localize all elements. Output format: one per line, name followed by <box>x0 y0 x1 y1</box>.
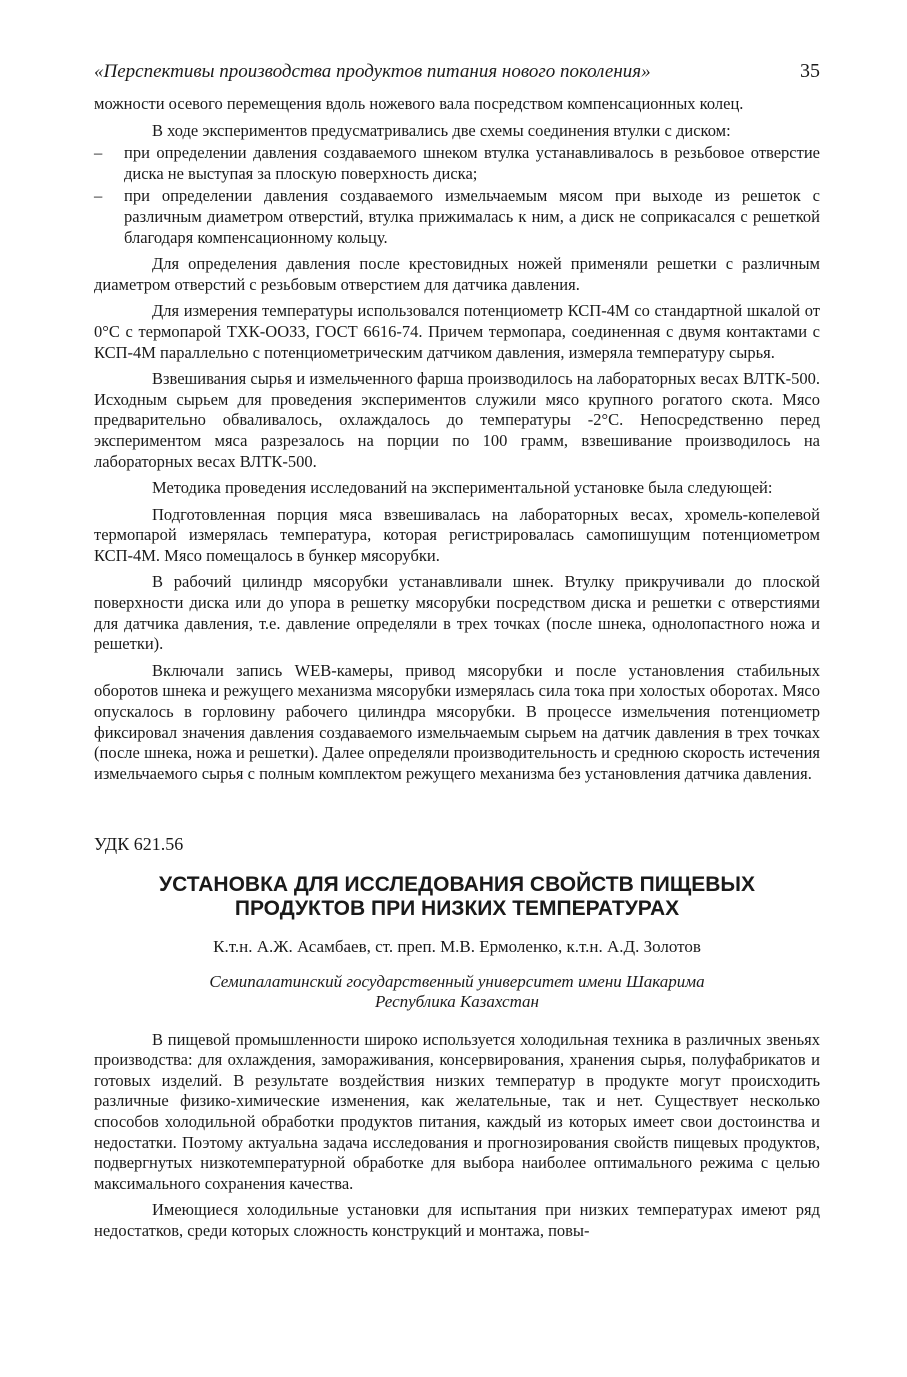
udk-code: УДК 621.56 <box>94 834 184 855</box>
paragraph-temperature: Для измерения температуры использовался потенциометр КСП-4М со стандартной шкалой от 0°С с термопарой ТХК-ООЗЗ, ГОСТ 6616-74. Причем термопара, соединенная с двумя контактами с КСП-4М параллельно с потенциометрическим датчиком давления, измеряла температуру сырья. <box>94 301 820 362</box>
paragraph-article-intro: В пищевой промышленности широко используется холодильная техника в различных звеньях производства: для охлаждения, замораживания, консервирования, хранения сырья, полуфабрикатов и готовых изделий. В результате воздействия низких температур в продукте могут происходить различные физико-химические изменения, как желательные, так и нет. Существует несколько способов холодильной обработки продуктов питания, каждый из которых имеет свои достоинства и недостатки. Поэтому актуальна задача исследования и прогнозирования свойств пищевых продуктов, подвергнутых низкотемпературной обработке для выбора наиболее оптимального режима с целью максимального сохранения качества. <box>94 1029 820 1193</box>
running-header <box>94 60 820 83</box>
affiliation-line: Республика Казахстан <box>374 991 539 1011</box>
list-item-text: при определении давления создаваемого шнеком втулка устанавливалось в резьбовое отверстие диска не выступая за плоскую поверхность диска; <box>124 143 820 183</box>
paragraph-recording: Включали запись WEB-камеры, привод мясорубки и после установления стабильных оборотов шнека и режущего механизма мясорубки измерялась сила тока при холостых оборотах. Мясо опускалось в горловину рабочего цилиндра мясорубки. В процессе измельчения потенциометр фиксировал значения давления создаваемого измельчаемым сырьем на датчик давления в трех точках (после шнека, ножа и решетки). Далее определяли производительность и среднюю скорость истечения измельчаемого сырья с полным комплектом режущего механизма без установления датчика давления. <box>94 660 820 783</box>
paragraph-cylinder: В рабочий цилиндр мясорубки устанавливали шнек. Втулку прикручивали до плоской поверхности диска или до упора в решетку мясорубки посредством диска и решетки с отверстиями для датчика давления, т.е. давление определяли в трех точках (после шнека, однолопастного ножа и решетки). <box>94 572 820 654</box>
page-number: 35 <box>800 60 820 82</box>
paragraph-schemes: В ходе экспериментов предусматривались две схемы соединения втулки с диском: <box>152 120 731 140</box>
dash-bullet: – <box>94 186 103 206</box>
article-title-line: ПРОДУКТОВ ПРИ НИЗКИХ ТЕМПЕРАТУРАХ <box>234 897 680 920</box>
paragraph-preparation: Подготовленная порция мяса взвешивалась на лабораторных весах, хромель-копелевой термопарой измерялась температура, которая регистрировалась самопишущим потенциометром КСП-4М. Мясо помещалось в бункер мясорубки. <box>94 504 820 565</box>
paragraph-continuation: можности осевого перемещения вдоль ножевого вала посредством компенсационных колец. <box>94 94 744 113</box>
affiliation-line: Семипалатинский государственный университет имени Шакарима <box>209 971 705 991</box>
page-body <box>94 94 820 1242</box>
paragraph-article-continued: Имеющиеся холодильные установки для испытания при низких температурах имеют ряд недостатков, среди которых сложность конструкций и монтажа, повы- <box>94 1200 820 1240</box>
authors: К.т.н. А.Ж. Асамбаев, ст. преп. М.В. Ермоленко, к.т.н. А.Д. Золотов <box>213 937 701 956</box>
article-title-line: УСТАНОВКА ДЛЯ ИССЛЕДОВАНИЯ СВОЙСТВ ПИЩЕВЫХ <box>159 873 755 896</box>
dash-bullet: – <box>94 143 103 163</box>
paragraph-weighing: Взвешивания сырья и измельченного фарша производилось на лабораторных весах ВЛТК-500. Исходным сырьем для проведения экспериментов служили мясо крупного рогатого скота. Мясо предварительно обваливалось, охлаждалось до температуры -2°С. Непосредственно перед экспериментом мяса разрезалось на порции по 100 грамм, взвешивание производилось на лабораторных весах ВЛТК-500. <box>94 369 820 471</box>
paragraph-pressure: Для определения давления после крестовидных ножей применяли решетки с различным диаметром отверстий с резьбовым отверстием для датчика давления. <box>94 254 820 294</box>
list-item-text: при определении давления создаваемого измельчаемым мясом при выходе из решеток с различным диаметром отверстий, втулка прижималась к ним, а диск не соприкасался с решеткой благодаря компенсационному кольцу. <box>124 186 820 247</box>
list-item <box>94 186 820 248</box>
paragraph-methodology: Методика проведения исследований на экспериментальной установке была следующей: <box>152 478 773 498</box>
list-item <box>94 143 820 184</box>
article-title <box>94 873 820 921</box>
affiliation <box>94 972 820 1012</box>
journal-title: «Перспективы производства продуктов питания нового поколения» <box>94 61 651 82</box>
